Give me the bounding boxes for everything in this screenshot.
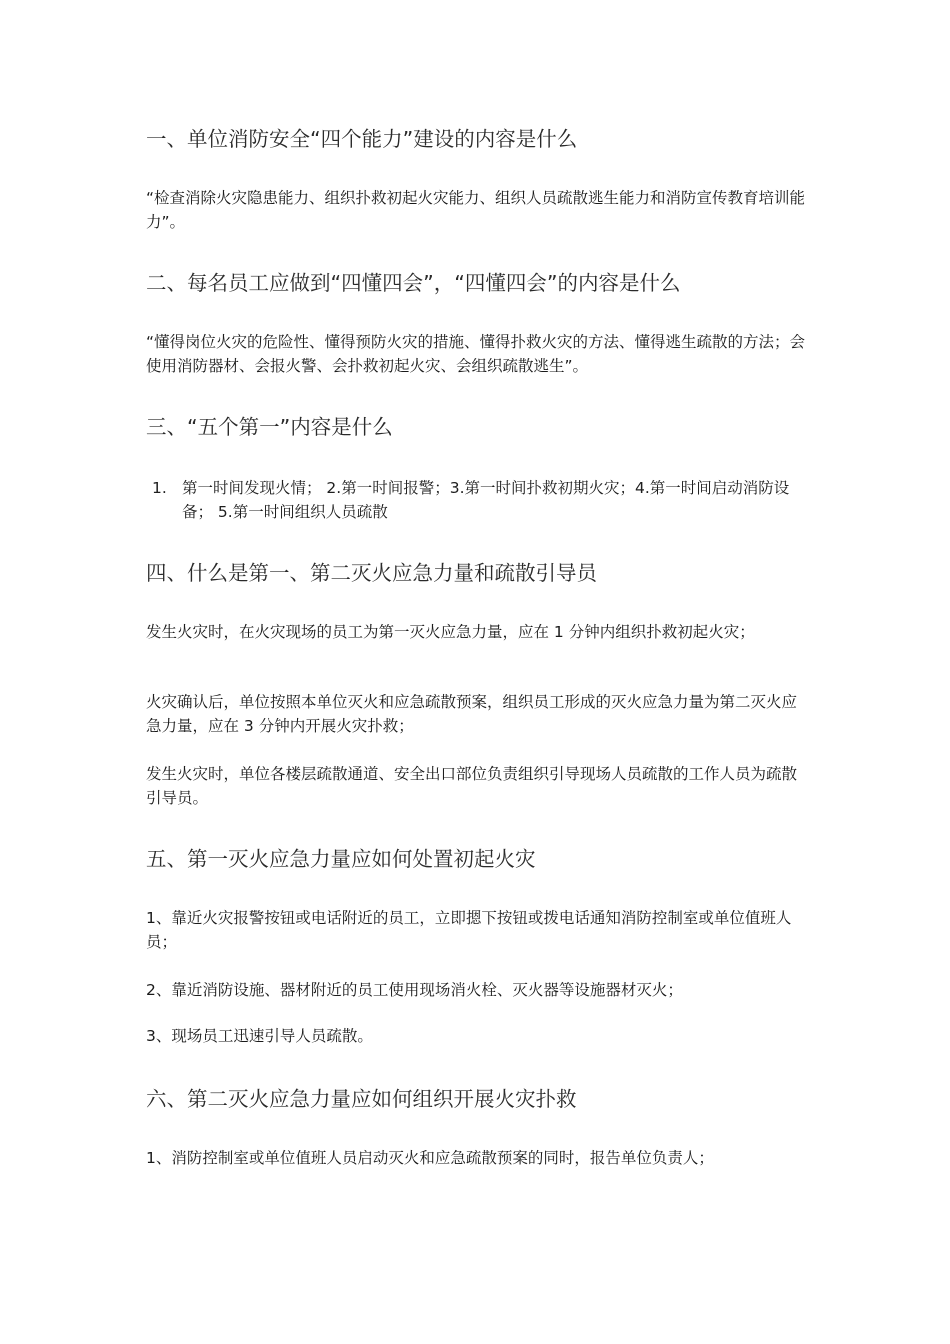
section-1-paragraph: “检查消除火灾隐患能力、组织扑救初起火灾能力、组织人员疏散逃生能力和消防宣传教育培训能力”。: [146, 189, 806, 231]
section-2-paragraph: “懂得岗位火灾的危险性、懂得预防火灾的措施、懂得扑救火灾的方法、懂得逃生疏散的方法；会使用消防器材、会报火警、会扑救初起火灾、会组织疏散逃生”。: [146, 333, 806, 375]
section-4-paragraph-3: 发生火灾时，单位各楼层疏散通道、安全出口部位负责组织引导现场人员疏散的工作人员为疏散引导员。: [146, 765, 798, 807]
list-item-text: 第一时间发现火情； 2.第一时间报警；3.第一时间扑救初期火灾；4.第一时间启动消防设备； 5.第一时间组织人员疏散: [182, 479, 790, 521]
section-1-heading: 一、单位消防安全“四个能力”建设的内容是什么: [146, 127, 578, 151]
section-5-paragraph-1: 1、靠近火灾报警按钮或电话附近的员工，立即摁下按钮或拨电话通知消防控制室或单位值班人员；: [146, 909, 792, 951]
section-4-paragraph-2: 火灾确认后，单位按照本单位灭火和应急疏散预案，组织员工形成的灭火应急力量为第二灭火应急力量，应在 3 分钟内开展火灾扑救；: [146, 693, 798, 735]
section-6-paragraph-1: 1、消防控制室或单位值班人员启动灭火和应急疏散预案的同时，报告单位负责人；: [146, 1149, 714, 1167]
section-4-paragraph-1: 发生火灾时，在火灾现场的员工为第一灭火应急力量，应在 1 分钟内组织扑救初起火灾；: [146, 623, 755, 641]
section-5-paragraph-3: 3、现场员工迅速引导人员疏散。: [146, 1027, 373, 1045]
section-5-heading: 五、第一灭火应急力量应如何处置初起火灾: [146, 847, 536, 871]
section-2-heading: 二、每名员工应做到“四懂四会”，“四懂四会”的内容是什么: [146, 271, 681, 295]
section-5-paragraph-2: 2、靠近消防设施、器材附近的员工使用现场消火栓、灭火器等设施器材灭火；: [146, 981, 683, 999]
section-4-heading: 四、什么是第一、第二灭火应急力量和疏散引导员: [146, 561, 597, 585]
list-item-number: 1.: [152, 479, 167, 497]
section-6-heading: 六、第二灭火应急力量应如何组织开展火灾扑救: [146, 1087, 577, 1111]
section-3-heading: 三、“五个第一”内容是什么: [146, 415, 393, 439]
